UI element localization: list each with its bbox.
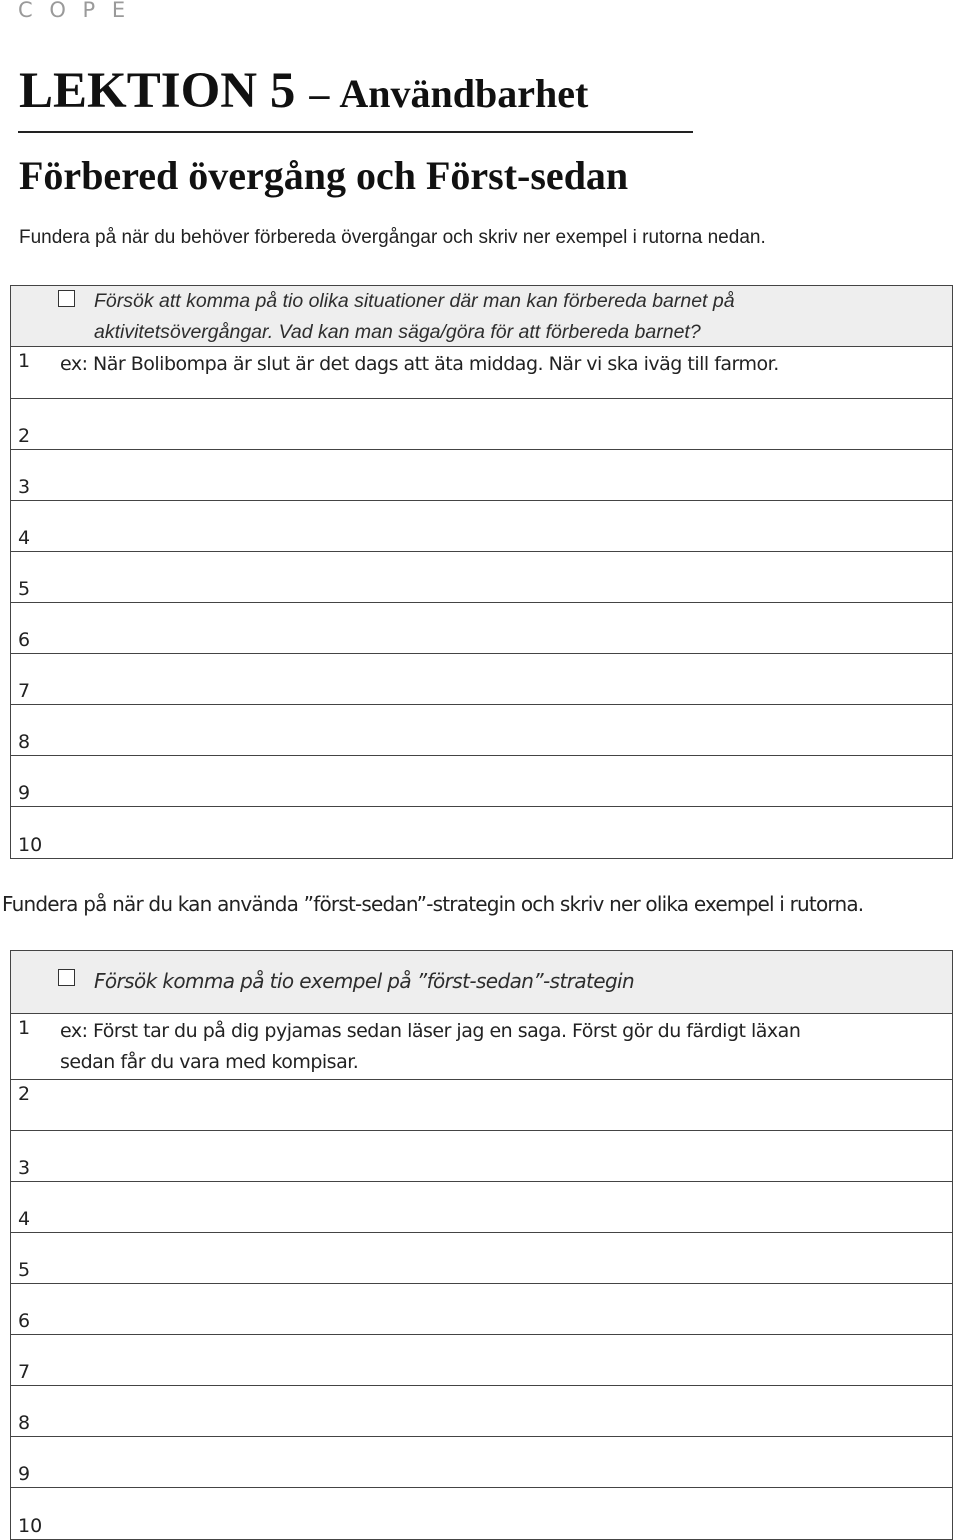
table-row[interactable] [11, 1284, 952, 1335]
row-number: 10 [18, 1515, 43, 1537]
first-then-instruction: Fundera på när du kan använda ”först-sedan”-strategin och skriv ner olika exempel i rutorna. [2, 892, 864, 916]
table-row[interactable] [11, 450, 952, 501]
row-number: 5 [18, 1259, 31, 1281]
section-instruction: Fundera på när du behöver förbereda övergångar och skriv ner exempel i rutorna nedan. [19, 227, 766, 248]
row-number: 6 [18, 1310, 31, 1332]
row-number: 4 [18, 527, 31, 549]
lesson-title [19, 63, 589, 119]
row-number: 8 [18, 1412, 31, 1434]
row-example [60, 1016, 800, 1078]
lesson-number: LEKTION 5 [19, 63, 296, 119]
table-header [11, 951, 952, 1014]
task-checkbox[interactable] [58, 290, 75, 307]
first-then-worksheet-table [10, 950, 953, 1540]
table-row[interactable] [11, 1335, 952, 1386]
row-number: 1 [18, 1017, 31, 1039]
row-number: 8 [18, 731, 31, 753]
row-example-line-2: sedan får du vara med kompisar. [60, 1051, 359, 1073]
row-number: 7 [18, 1361, 31, 1383]
row-number: 9 [18, 1463, 31, 1485]
table-row[interactable] [11, 705, 952, 756]
table-row[interactable] [11, 1488, 952, 1539]
task-checkbox[interactable] [58, 969, 75, 986]
section-title: Förbered övergång och Först-sedan [19, 153, 629, 198]
task-description [94, 286, 894, 348]
table-header [11, 286, 952, 347]
table-row[interactable] [11, 501, 952, 552]
table-row[interactable] [11, 1182, 952, 1233]
brand-logo-text: C O P E [18, 0, 131, 22]
table-row[interactable] [11, 1131, 952, 1182]
row-number: 4 [18, 1208, 31, 1230]
row-number: 2 [18, 425, 31, 447]
table-row[interactable] [11, 347, 952, 399]
transition-worksheet-table [10, 285, 953, 859]
table-row[interactable] [11, 1080, 952, 1131]
task-line-1: Försök att komma på tio olika situationer där man kan förbereda barnet på [94, 290, 735, 312]
row-number: 9 [18, 782, 31, 804]
title-dash: – [309, 71, 330, 116]
table-row[interactable] [11, 654, 952, 705]
lesson-subtitle: Användbarhet [339, 71, 589, 116]
row-example-line-1: ex: Först tar du på dig pyjamas sedan läser jag en saga. Först gör du färdigt läxan [60, 1020, 801, 1042]
row-number: 2 [18, 1083, 31, 1105]
row-example: ex: När Bolibompa är slut är det dags att äta middag. När vi ska iväg till farmor. [60, 353, 779, 375]
row-number: 7 [18, 680, 31, 702]
table-row[interactable] [11, 603, 952, 654]
row-number: 6 [18, 629, 31, 651]
row-number: 3 [18, 1157, 31, 1179]
row-number: 3 [18, 476, 31, 498]
table-row[interactable] [11, 552, 952, 603]
table-row[interactable] [11, 807, 952, 858]
table-row[interactable] [11, 1386, 952, 1437]
task-line-2: aktivitetsövergångar. Vad kan man säga/göra för att förbereda barnet? [94, 321, 701, 343]
row-number: 5 [18, 578, 31, 600]
title-divider [18, 131, 693, 133]
row-number: 1 [18, 350, 31, 372]
row-number: 10 [18, 834, 43, 856]
table-row[interactable] [11, 756, 952, 807]
table-row[interactable] [11, 1233, 952, 1284]
table-row[interactable] [11, 1437, 952, 1488]
table-row[interactable] [11, 399, 952, 450]
task-description: Försök komma på tio exempel på ”först-sedan”-strategin [94, 969, 635, 993]
table-row[interactable] [11, 1014, 952, 1080]
